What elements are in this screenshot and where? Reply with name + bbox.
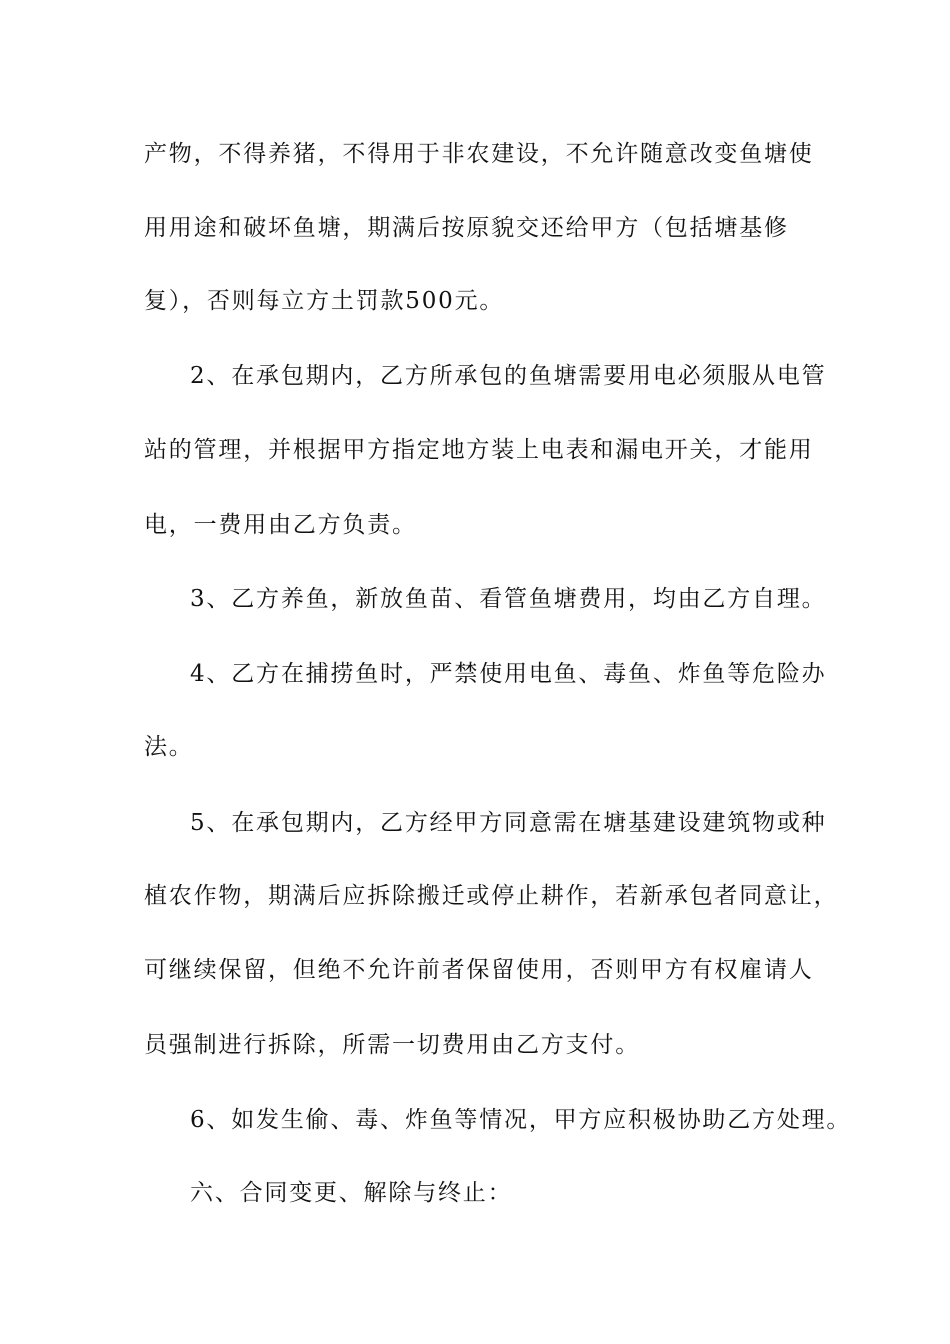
item-2-line-1: 2、在承包期内，乙方所承包的鱼塘需要用电必须服从电管 <box>190 363 827 389</box>
item-5-line-3: 可继续保留，但绝不允许前者保留使用，否则甲方有权雇请人 <box>144 957 814 983</box>
item-4-line-2: 法。 <box>144 734 194 760</box>
item-4-line-1: 4、乙方在捕捞鱼时，严禁使用电鱼、毒鱼、炸鱼等危险办 <box>190 661 827 687</box>
text-line-1: 产物，不得养猪，不得用于非农建设，不允许随意改变鱼塘使 <box>144 141 814 167</box>
text-line-2: 用用途和破坏鱼塘，期满后按原貌交还给甲方（包括塘基修 <box>144 215 789 241</box>
item-6-line-1: 6、如发生偷、毒、炸鱼等情况，甲方应积极协助乙方处理。 <box>190 1107 852 1133</box>
item-5-line-1: 5、在承包期内，乙方经甲方同意需在塘基建设建筑物或种 <box>190 810 827 836</box>
item-2-line-3: 电，一费用由乙方负责。 <box>144 512 417 538</box>
item-5-line-4: 员强制进行拆除，所需一切费用由乙方支付。 <box>144 1032 640 1058</box>
item-2-line-2: 站的管理，并根据甲方指定地方装上电表和漏电开关，才能用 <box>144 437 814 463</box>
section-heading-6: 六、合同变更、解除与终止： <box>190 1180 513 1206</box>
item-3-line-1: 3、乙方养鱼，新放鱼苗、看管鱼塘费用，均由乙方自理。 <box>190 586 827 612</box>
text-line-3: 复），否则每立方土罚款500元。 <box>144 288 505 314</box>
item-5-line-2: 植农作物，期满后应拆除搬迁或停止耕作，若新承包者同意让， <box>144 883 839 909</box>
